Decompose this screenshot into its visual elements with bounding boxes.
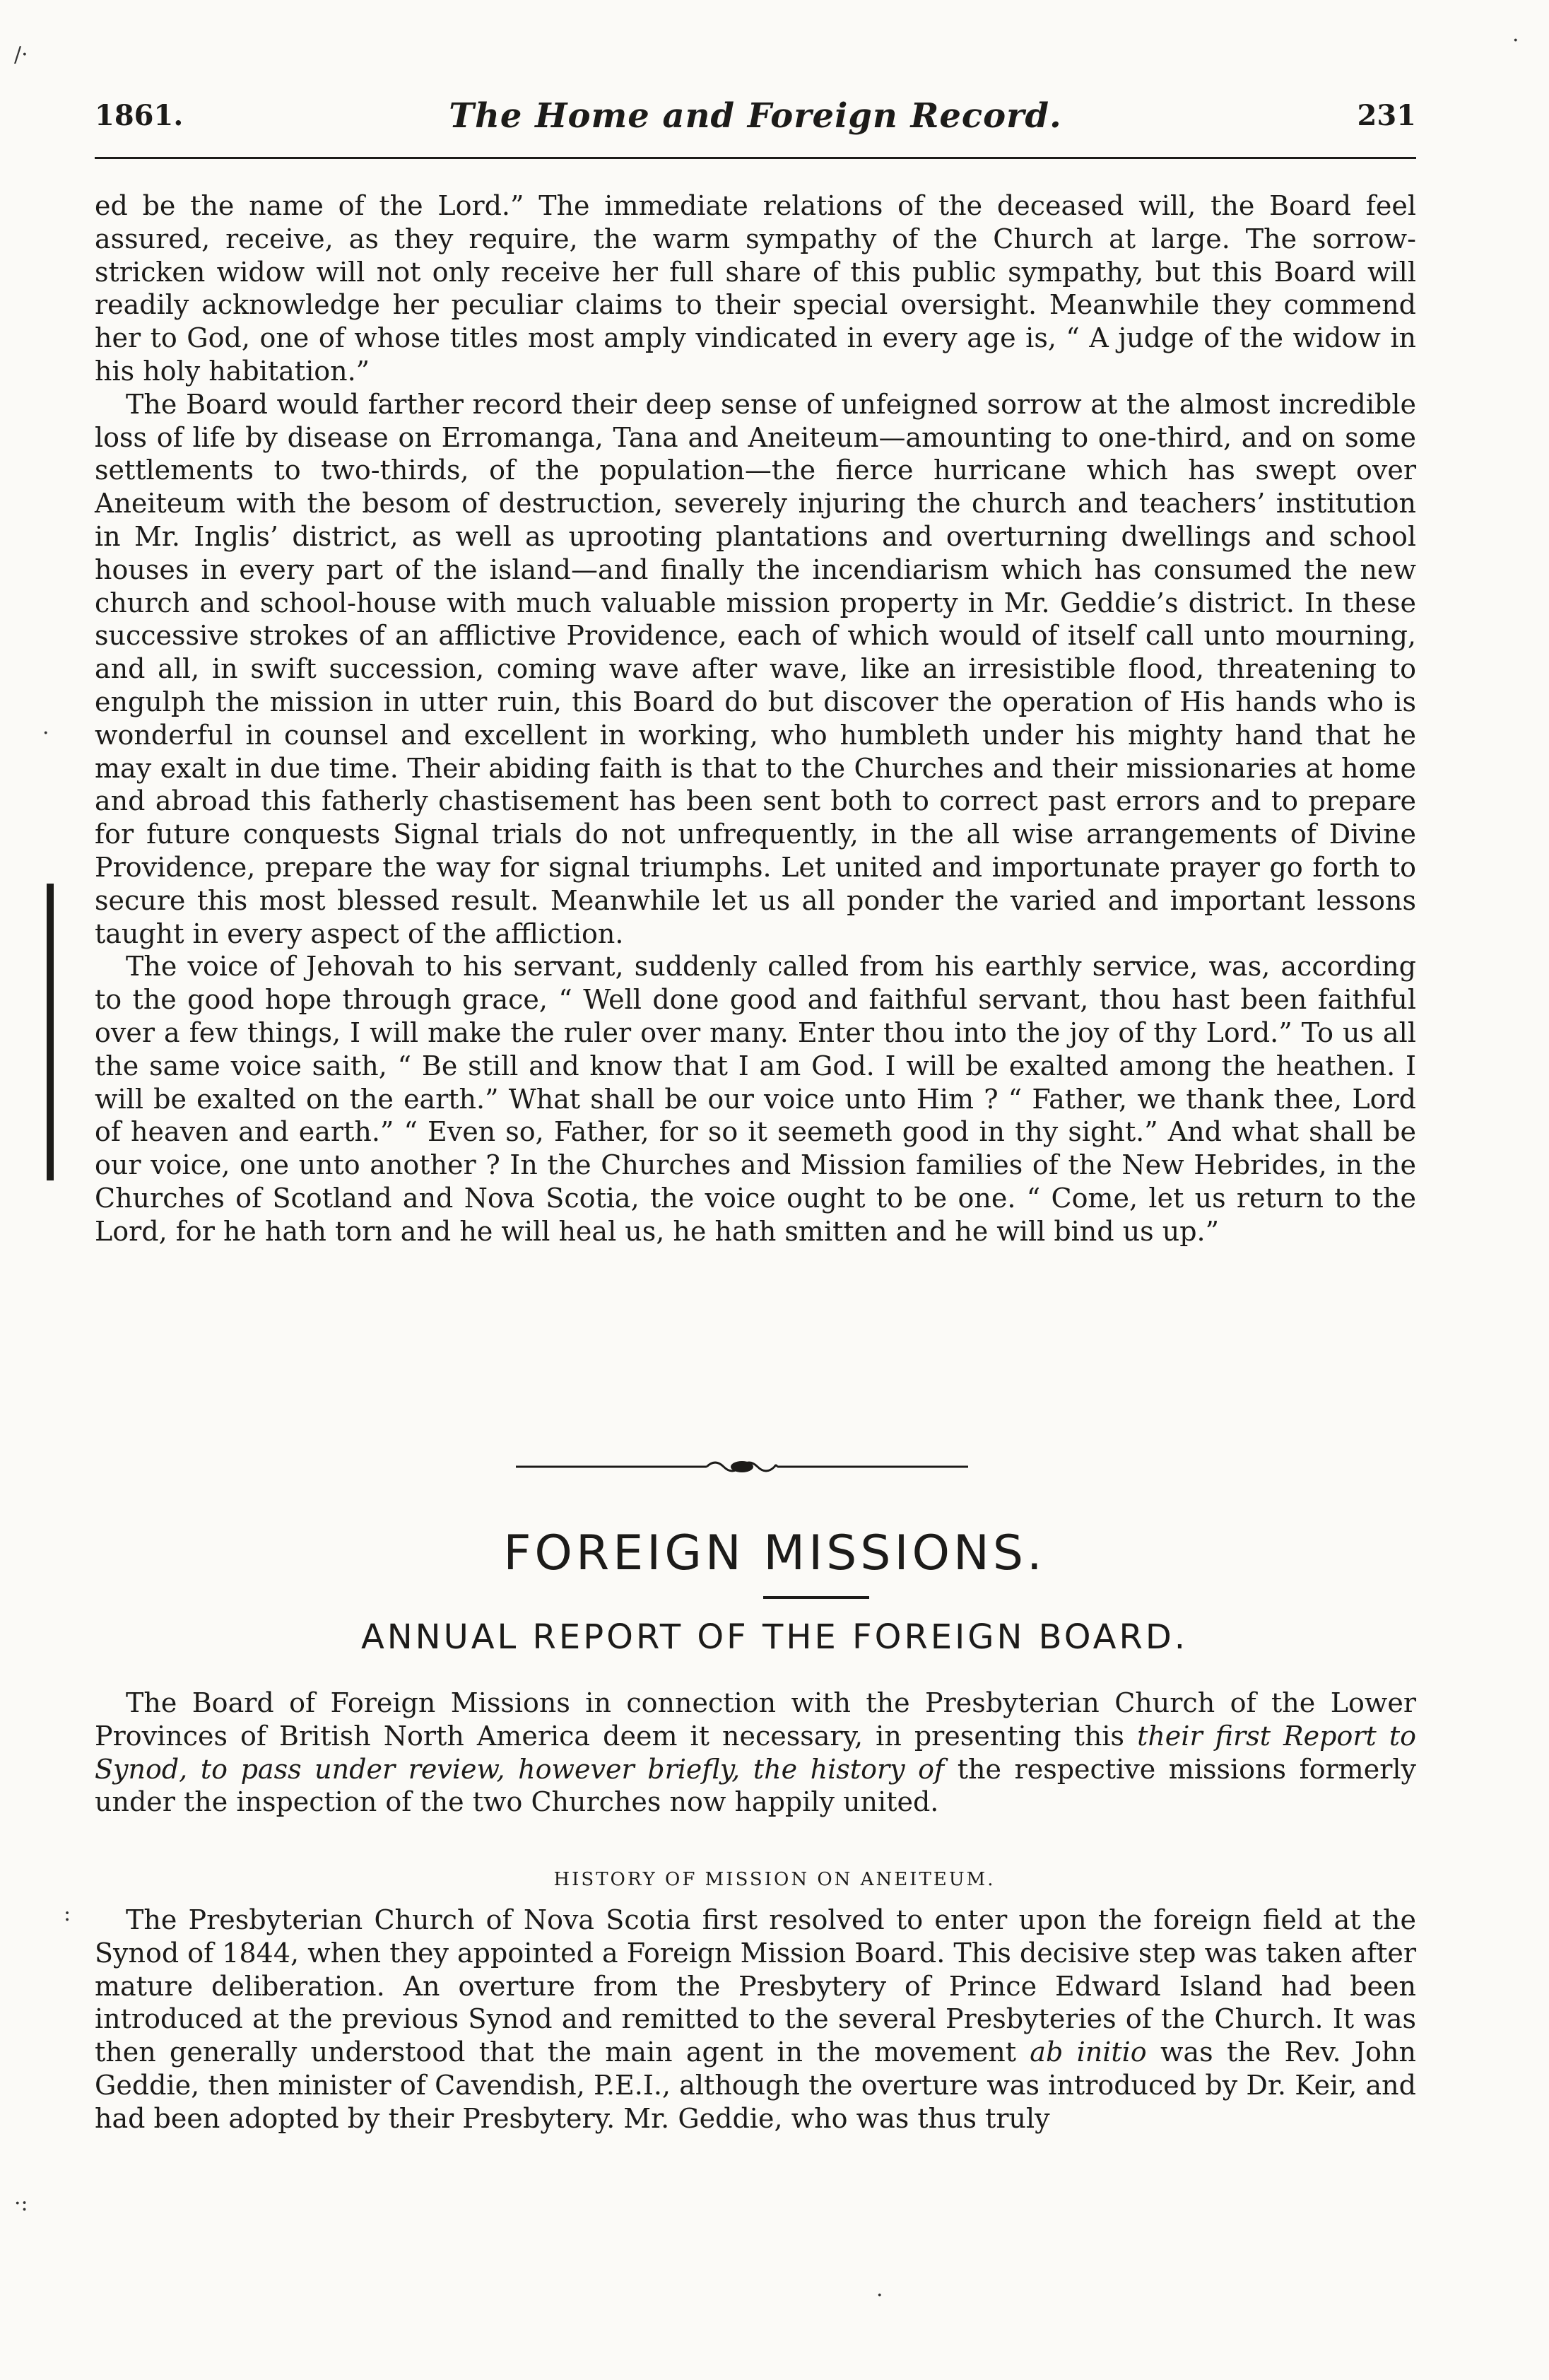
report-subtitle: ANNUAL REPORT OF THE FOREIGN BOARD. bbox=[360, 1617, 1189, 1657]
title-rule bbox=[763, 1596, 869, 1599]
history-heading: HISTORY OF MISSION ON ANEITEUM. bbox=[553, 1869, 996, 1890]
history-text-italic: ab initio bbox=[1030, 2036, 1147, 2068]
history-text-b: was the Rev. John Geddie, then minister of Cavendish, P.E.I., although the overture was introduced by Dr. Keir, and had been adopted by their Presbytery. Mr. Geddie, who was thus truly bbox=[95, 2036, 1416, 2134]
intro-text-italic: their first Report to Synod, to pass under review, however briefly, the history of bbox=[95, 1720, 1416, 1785]
continued-text-column bbox=[95, 189, 1416, 1391]
journal-title: The Home and Foreign Record. bbox=[449, 96, 1062, 136]
page-number: 231 bbox=[1357, 99, 1416, 132]
report-intro-column bbox=[95, 1687, 1416, 1819]
intro-text-a: The Board of Foreign Missions in connection with the Presbyterian Church of the Lower Provinces of British North America deem it necessary, in presenting this bbox=[95, 1687, 1416, 1752]
margin-speck: · bbox=[1512, 28, 1519, 53]
header-year: 1861. bbox=[95, 99, 184, 132]
margin-speck: · bbox=[876, 2283, 883, 2308]
section-divider-ornament bbox=[516, 1456, 968, 1477]
paragraph-widow: ed be the name of the Lord.” The immediate relations of the deceased will, the Board feel assured, receive, as they require, the warm sympathy of the Church at large. The sorrow-stricken widow will not only receive her full share of this public sympathy, but this Board will readily acknowledge her peculiar claims to their special oversight. Meanwhile they commend her to God, one of whose titles most amply vindicated in every age is, “ A judge of the widow in his holy habitation.” bbox=[95, 190, 1416, 387]
running-header bbox=[95, 96, 1416, 141]
history-text-column bbox=[95, 1904, 1416, 2135]
intro-text-b: the respective missions formerly under the inspection of the two Churches now happily united. bbox=[95, 1753, 1416, 1818]
section-title: FOREIGN MISSIONS. bbox=[503, 1525, 1046, 1581]
paragraph-report-intro bbox=[95, 1687, 1416, 1819]
margin-mark-bar bbox=[47, 884, 54, 1180]
history-text-a: The Presbyterian Church of Nova Scotia first resolved to enter upon the foreign field at the Synod of 1844, when they appointed a Foreign Mission Board. This decisive step was taken after mature deliberation. An overture from the Presbytery of Prince Edward Island had been introduced at the previous Synod and remitted to the several Presbyteries of the Church. It was then generally understood that the main agent in the movement bbox=[95, 1904, 1416, 2068]
margin-speck: · bbox=[42, 721, 49, 746]
margin-speck: /· bbox=[14, 42, 28, 67]
margin-speck: ·: bbox=[14, 2191, 28, 2216]
paragraph-history bbox=[95, 1904, 1416, 2135]
header-rule bbox=[95, 157, 1416, 159]
paragraph-afflictions: The Board would farther record their deep sense of unfeigned sorrow at the almost incredible loss of life by disease on Erromanga, Tana and Aneiteum—amounting to one-third, and on some settlements to two-thirds, of the population—the fierce hurricane which has swept over Aneiteum with the besom of destruction, severely injuring the church and teachers’ institution in Mr. Inglis’ district, as well as uprooting plantations and overturning dwellings and school houses in every part of the island—and finally the incendiarism which has consumed the new church and school-house with much valuable mission property in Mr. Geddie’s district. In these successive strokes of an afflictive Providence, each of which would of itself call unto mourning, and all, in swift succession, coming wave after wave, like an irresistible flood, threatening to engulph the mission in utter ruin, this Board do but discover the operation of His hands who is wonderful in counsel and excellent in working, who humbleth under his mighty hand that he may exalt in due time. Their abiding faith is that to the Churches and their missionaries at home and abroad this fatherly chastisement has been sent both to correct past errors and to prepare for future conquests Signal trials do not unfrequently, in the all wise arrangements of Divine Providence, prepare the way for signal triumphs. Let united and importunate prayer go forth to secure this most blessed result. Meanwhile let us all ponder the varied and important lessons taught in every aspect of the affliction. bbox=[95, 388, 1416, 949]
paragraph-voice-of-jehovah: The voice of Jehovah to his servant, suddenly called from his earthly service, was, according to the good hope through grace, “ Well done good and faithful servant, thou hast been faithful over a few things, I will make the ruler over many. Enter thou into the joy of thy Lord.” To us all the same voice saith, “ Be still and know that I am God. I will be exalted among the heathen. I will be exalted on the earth.” What shall be our voice unto Him ? “ Father, we thank thee, Lord of heaven and earth.” “ Even so, Father, for so it seemeth good in thy sight.” And what shall be our voice, one unto another ? In the Churches and Mission families of the New Hebrides, in the Churches of Scotland and Nova Scotia, the voice ought to be one. “ Come, let us return to the Lord, for he hath torn and he will heal us, he hath smitten and he will bind us up.” bbox=[95, 951, 1416, 1247]
margin-speck: : bbox=[64, 1901, 71, 1926]
